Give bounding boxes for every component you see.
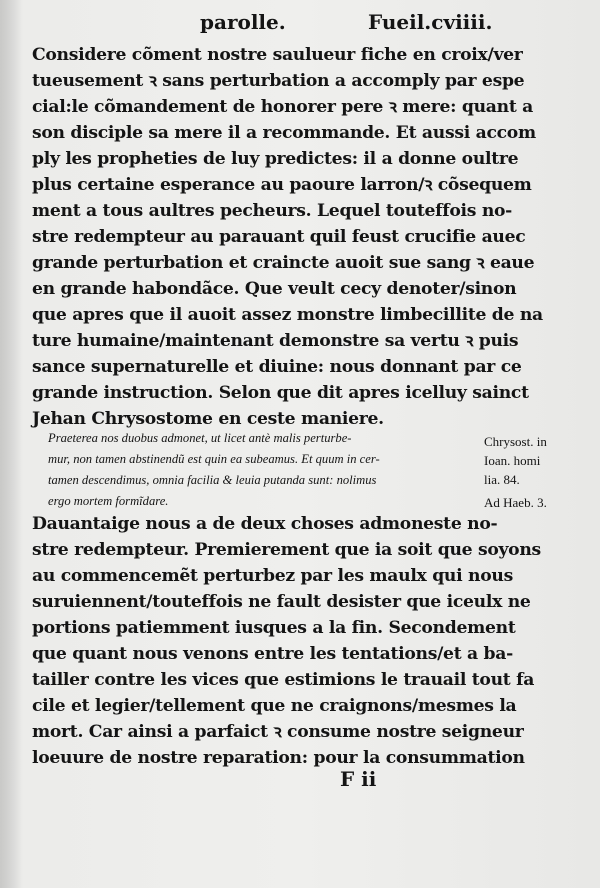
signature-mark: F ii <box>340 767 377 791</box>
margin-reference: Ad Haeb. 3. <box>484 495 547 510</box>
text-line: ply les propheties de luy predictes: il a donne oultre <box>32 149 519 169</box>
text-line: loeuure de nostre reparation: pour la consummation <box>32 748 525 768</box>
text-line: suruiennent/touteffois ne fault desister que iceulx ne <box>32 592 531 612</box>
text-line: tailler contre les vices que estimions le trauail tout fa <box>32 670 535 690</box>
text-line: stre redempteur au parauant quil feust crucifie auec <box>32 227 526 247</box>
text-line: stre redempteur. Premierement que ia soit que soyons <box>32 540 541 560</box>
text-line: mort. Car ainsi a parfaict ꝛ consume nostre seigneur <box>32 722 524 742</box>
margin-line: lia. 84. <box>484 472 520 487</box>
latin-quotation <box>48 428 478 512</box>
text-line: au commencemẽt perturbez par les maulx qui nous <box>32 566 513 586</box>
text-line: Considere cõment nostre saulueur fiche en croix/ver <box>32 45 523 65</box>
text-line: Jehan Chrysostome en ceste maniere. <box>32 409 384 429</box>
text-line: sance supernaturelle et diuine: nous donnant par ce <box>32 357 522 377</box>
gutter-shadow <box>0 0 22 888</box>
text-line: cial:le cõmandement de honorer pere ꝛ mere: quant a <box>32 97 533 117</box>
text-line: grande perturbation et craincte auoit sue sang ꝛ eaue <box>32 253 535 273</box>
text-line: tueusement ꝛ sans perturbation a accomply par espe <box>32 71 525 91</box>
text-line: ture humaine/maintenant demonstre sa vertu ꝛ puis <box>32 331 519 351</box>
text-line: ment a tous aultres pecheurs. Lequel touteffois no- <box>32 201 513 221</box>
text-line: plus certaine esperance au paoure larron/ꝛ cõsequem <box>32 175 532 195</box>
paragraph-2 <box>32 511 541 771</box>
text-line: en grande habondãce. Que veult cecy denoter/sinon <box>32 279 517 299</box>
text-line: son disciple sa mere il a recommande. Et aussi accom <box>32 123 536 143</box>
quote-line: tamen descendimus, omnia facilia & leuia putanda sunt: nolimus <box>48 473 377 487</box>
quote-line: Praeterea nos duobus admonet, ut licet antè malis perturbe- <box>48 431 352 445</box>
text-line: Dauantaige nous a de deux choses admoneste no- <box>32 514 498 534</box>
text-line: cile et legier/tellement que ne craignons/mesmes la <box>32 696 517 716</box>
quote-line: mur, non tamen abstinendũ est quin ea subeamus. Et quum in cer- <box>48 452 380 466</box>
text-line: que apres que il auoit assez monstre limbecillite de na <box>32 305 543 325</box>
running-head: parolle. <box>200 10 286 34</box>
page-header <box>200 10 580 36</box>
quote-line: ergo mortem formĩdare. <box>48 494 169 508</box>
margin-line: Ioan. homi <box>484 453 541 468</box>
marginal-note <box>484 432 594 512</box>
folio-number: Fueil.cviiii. <box>368 10 493 34</box>
paragraph-1 <box>32 42 543 432</box>
margin-line: Chrysost. in <box>484 434 547 449</box>
text-line: grande instruction. Selon que dit apres icelluy sainct <box>32 383 529 403</box>
text-line: portions patiemment iusques a la fin. Secondement <box>32 618 516 638</box>
text-line: que quant nous venons entre les tentations/et a ba- <box>32 644 513 664</box>
